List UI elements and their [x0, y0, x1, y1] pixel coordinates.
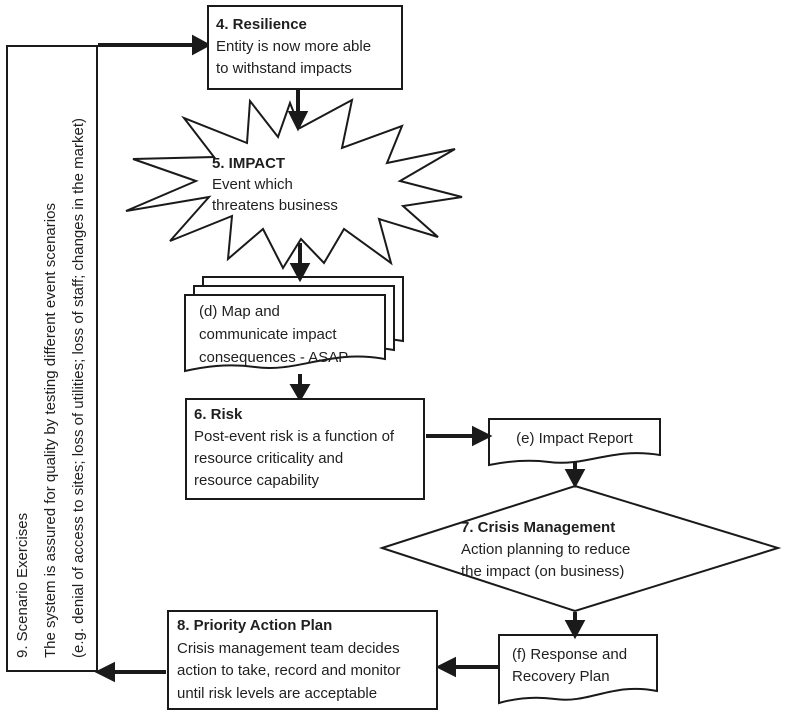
priority-action-plan-line: Crisis management team decides: [177, 639, 400, 657]
map-communicate-line: consequences - ASAP: [199, 349, 349, 366]
impact-line: threatens business: [212, 197, 338, 214]
impact-report-label: (e) Impact Report: [516, 430, 633, 447]
impact-report-text: [491, 428, 658, 449]
scenario-exercises-line: The system is assured for quality by testing different event scenarios: [42, 203, 59, 658]
arrowhead-crisis-to-response: [568, 622, 582, 635]
response-recovery-line: (f) Response and: [512, 646, 628, 663]
risk-line: resource capability: [194, 472, 320, 489]
resilience-text: [216, 14, 398, 80]
risk-title: 6. Risk: [194, 406, 243, 423]
impact-title: 5. IMPACT: [212, 155, 286, 172]
risk-line: Post-event risk is a function of: [194, 428, 395, 445]
scenario-exercises-title: 9. Scenario Exercises: [14, 512, 31, 658]
priority-action-plan-text: [177, 615, 435, 705]
map-communicate-line: (d) Map and: [199, 303, 280, 320]
crisis-management-line: Action planning to reduce: [461, 541, 631, 558]
crisis-management-line: the impact (on business): [461, 563, 625, 580]
crisis-management-text: [461, 517, 701, 583]
risk-text: [194, 404, 422, 492]
response-recovery-text: [512, 644, 657, 688]
impact-text: [212, 153, 392, 216]
priority-action-plan-title: 8. Priority Action Plan: [177, 617, 333, 634]
map-communicate-text: [199, 300, 379, 369]
response-recovery-line: Recovery Plan: [512, 668, 610, 685]
resilience-title: 4. Resilience: [216, 16, 307, 33]
arrowhead-impact-report-to-crisis: [568, 471, 582, 484]
arrowhead-scenario-to-resilience: [194, 38, 207, 52]
crisis-management-title: 7. Crisis Management: [461, 519, 616, 536]
impact-line: Event which: [212, 176, 293, 193]
arrowhead-documents-to-risk: [293, 386, 307, 398]
scenario-exercises-rotated-text: [6, 45, 98, 672]
arrowhead-response-to-priority: [440, 660, 454, 674]
priority-action-plan-line: action to take, record and monitor: [177, 662, 401, 679]
scenario-exercises-line: (e.g. denial of access to sites; loss of utilities; loss of staff; changes in the market): [70, 118, 87, 658]
risk-line: resource criticality and: [194, 450, 344, 467]
arrowhead-priority-to-scenario: [99, 665, 113, 679]
map-communicate-line: communicate impact: [199, 326, 337, 343]
resilience-line: to withstand impacts: [216, 60, 352, 77]
resilience-line: Entity is now more able: [216, 38, 372, 55]
priority-action-plan-line: until risk levels are acceptable: [177, 684, 378, 702]
arrowhead-risk-to-impact-report: [474, 429, 488, 443]
